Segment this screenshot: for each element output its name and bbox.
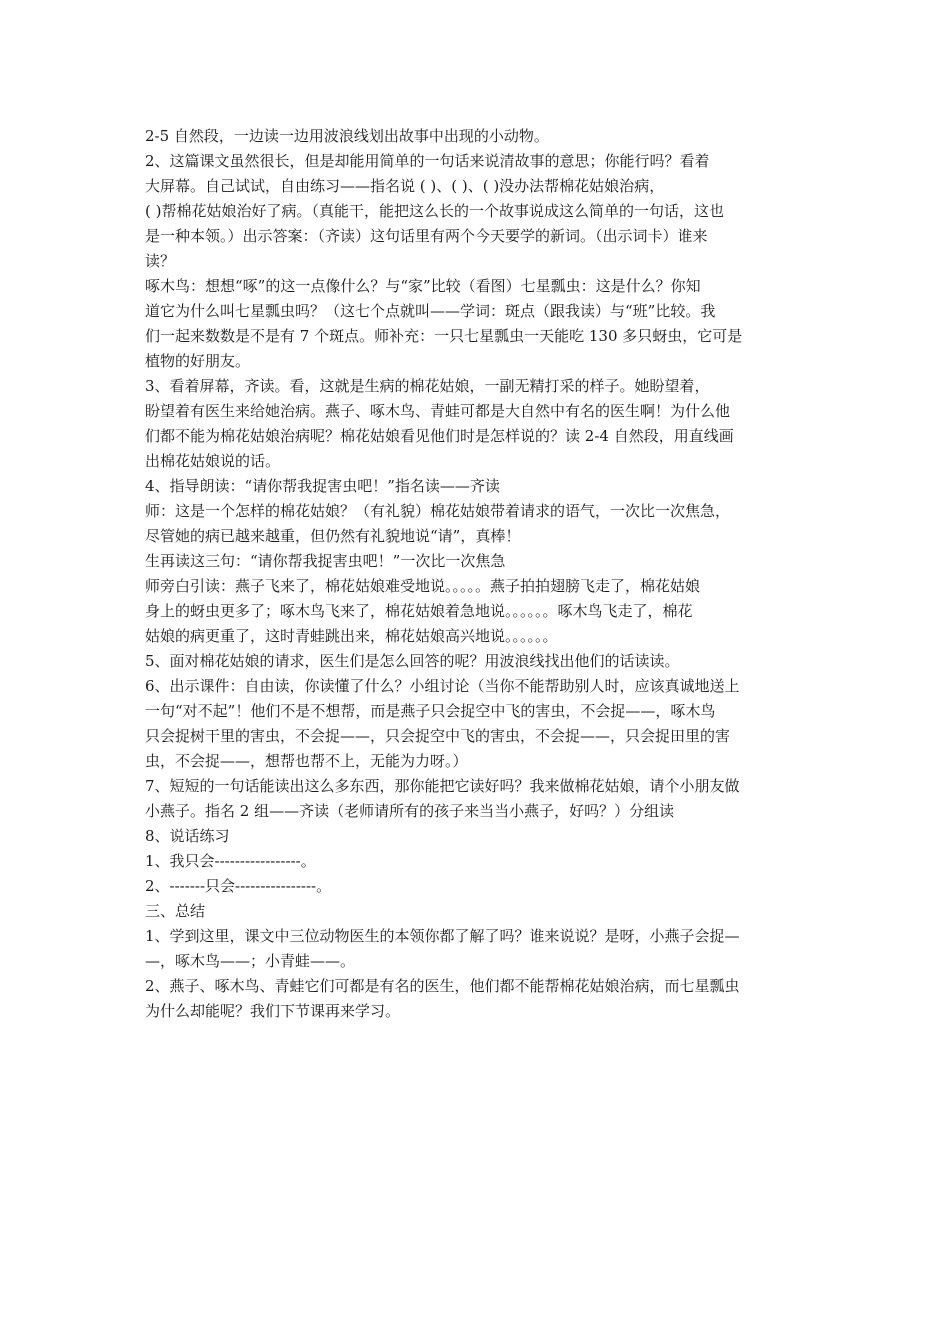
text-line: 2、燕子、啄木鸟、青蛙它们可都是有名的医生，他们都不能帮棉花姑娘治病，而七星瓢虫 — [145, 977, 740, 995]
text-line: 道它为什么叫七星瓢虫吗？（这七个点就叫——学词：斑点（跟我读）与“班”比较。我 — [145, 302, 716, 320]
text-line: ( )帮棉花姑娘治好了病。（真能干，能把这么长的一个故事说成这么简单的一句话，这也 — [145, 202, 724, 220]
paragraph — [145, 174, 811, 199]
paragraph — [145, 824, 811, 849]
text-line: 1、我只会-----------------。 — [145, 852, 316, 870]
text-line: 小燕子。指名 2 组——齐读（老师请所有的孩子来当当小燕子，好吗？）分组读 — [145, 802, 675, 820]
paragraph — [145, 149, 811, 174]
paragraph — [145, 474, 811, 499]
text-line: 姑娘的病更重了，这时青蛙跳出来，棉花姑娘高兴地说。。。。。。 — [145, 627, 558, 645]
text-line: 3、看着屏幕，齐读。看，这就是生病的棉花姑娘，一副无精打采的样子。她盼望着， — [145, 377, 710, 395]
text-line: 师旁白引读：燕子飞来了，棉花姑娘难受地说。。。。。燕子拍拍翅膀飞走了，棉花姑娘 — [145, 577, 701, 595]
paragraph — [145, 499, 811, 524]
text-line: 师：这是一个怎样的棉花姑娘？（有礼貌）棉花姑娘带着请求的语气，一次比一次焦急， — [145, 502, 731, 520]
text-line: 8、说话练习 — [145, 827, 230, 845]
text-line: 4、指导朗读：“请你帮我捉害虫吧！”指名读——齐读 — [145, 477, 500, 495]
text-line: 们一起来数数是不是有 7 个斑点。师补充：一只七星瓢虫一天能吃 130 多只蚜虫，它可是 — [145, 327, 743, 345]
text-line: 6、出示课件：自由读，你读懂了什么？小组讨论（当你不能帮助别人时，应该真诚地送上 — [145, 677, 740, 695]
paragraph — [145, 674, 811, 774]
paragraph — [145, 774, 811, 824]
paragraph — [145, 874, 811, 899]
paragraph — [145, 649, 811, 674]
paragraph — [145, 524, 811, 549]
text-line: 出棉花姑娘说的话。 — [145, 452, 281, 470]
text-line: 盼望着有医生来给她治病。燕子、啄木鸟、青蛙可都是大自然中有名的医生啊！为什么他 — [145, 402, 731, 420]
text-line: 生再读这三句：“请你帮我捉害虫吧！”一次比一次焦急 — [145, 552, 506, 570]
paragraph — [145, 374, 811, 399]
paragraph — [145, 899, 811, 924]
paragraph — [145, 974, 811, 1024]
document-body — [145, 124, 811, 1024]
paragraph — [145, 549, 811, 574]
text-line: 2、这篇课文虽然很长，但是却能用简单的一句话来说清故事的意思；你能行吗？看着 — [145, 152, 710, 170]
text-line: 身上的蚜虫更多了；啄木鸟飞来了，棉花姑娘着急地说。。。。。。啄木鸟飞走了，棉花 — [145, 602, 693, 620]
text-line: 读？ — [145, 252, 176, 270]
text-line: 尽管她的病已越来越重，但仍然有礼貌地说“请”，真棒！ — [145, 527, 521, 545]
text-line: 三、总结 — [145, 902, 206, 920]
text-line: 2-5 自然段，一边读一边用波浪线划出故事中出现的小动物。 — [145, 127, 549, 145]
text-line: 们都不能为棉花姑娘治病呢？棉花姑娘看见他们时是怎样说的？读 2-4 自然段，用直线画 — [145, 427, 734, 445]
paragraph — [145, 399, 811, 474]
paragraph — [145, 199, 811, 274]
paragraph — [145, 849, 811, 874]
paragraph — [145, 124, 811, 149]
text-line: 大屏幕。自己试试，自由练习——指名说 ( )、( )、( )没办法帮棉花姑娘治病， — [145, 177, 665, 195]
text-line: 7、短短的一句话能读出这么多东西，那你能把它读好吗？我来做棉花姑娘，请个小朋友做 — [145, 777, 740, 795]
text-line: 5、面对棉花姑娘的请求，医生们是怎么回答的呢？用波浪线找出他们的话读读。 — [145, 652, 680, 670]
text-line: 植物的好朋友。 — [145, 352, 251, 370]
text-line: 虫，不会捉——，想帮也帮不上，无能为力呀。） — [145, 752, 468, 770]
text-line: —，啄木鸟——；小青蛙——。 — [145, 952, 356, 970]
text-line: 2、-------只会----------------。 — [145, 877, 332, 895]
text-line: 1、学到这里，课文中三位动物医生的本领你都了解了吗？谁来说说？是呀，小燕子会捉— — [145, 927, 740, 945]
text-line: 只会捉树干里的害虫，不会捉——，只会捉空中飞的害虫，不会捉——，只会捉田里的害 — [145, 727, 731, 745]
text-line: 为什么却能呢？我们下节课再来学习。 — [145, 1002, 401, 1020]
text-line: 是一种本领。）出示答案：（齐读）这句话里有两个今天要学的新词。（出示词卡）谁来 — [145, 227, 708, 245]
paragraph — [145, 574, 811, 649]
paragraph — [145, 274, 811, 374]
text-line: 啄木鸟：想想“啄”的这一点像什么？与“家”比较（看图）七星瓢虫：这是什么？你知 — [145, 277, 701, 295]
text-line: 一句“对不起”！他们不是不想帮，而是燕子只会捉空中飞的害虫，不会捉——，啄木鸟 — [145, 702, 716, 720]
paragraph — [145, 924, 811, 974]
